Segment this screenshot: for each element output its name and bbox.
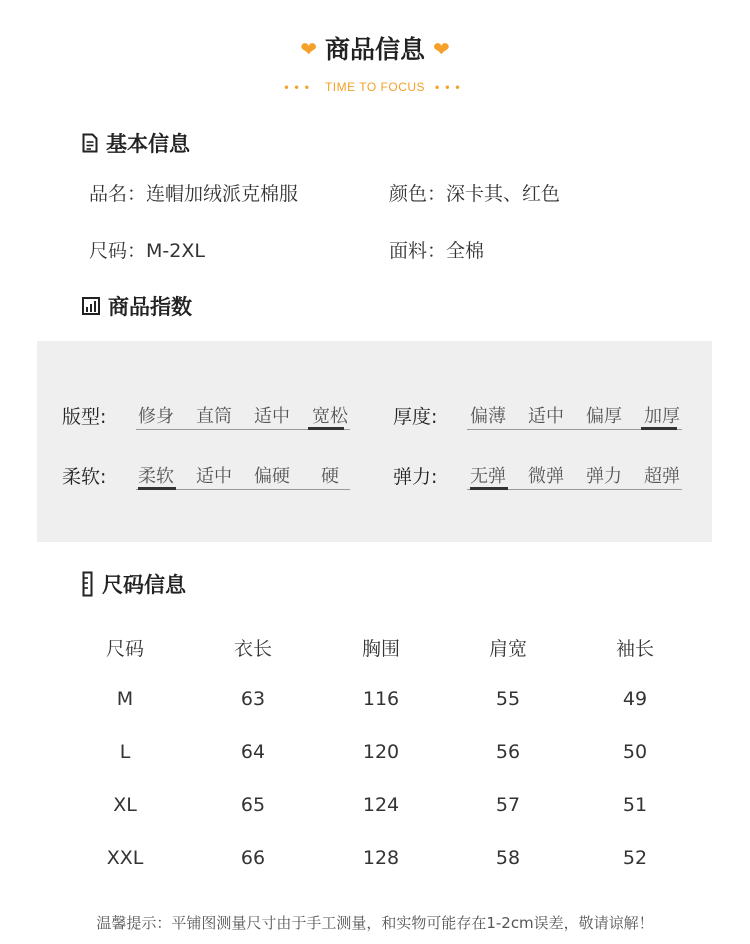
table-cell: 57 bbox=[495, 794, 521, 816]
document-icon bbox=[82, 133, 98, 153]
index-option: 适中 bbox=[528, 406, 564, 427]
section-index-title: 商品指数 bbox=[108, 295, 192, 319]
dots-decoration: ••• bbox=[435, 80, 466, 94]
bar-chart-icon bbox=[82, 297, 100, 315]
index-label-softness: 柔软: bbox=[62, 466, 107, 488]
footer-note: 温馨提示：平铺图测量尺寸由于手工测量，和实物可能存在1-2cm误差，敬请谅解！ bbox=[96, 914, 654, 932]
index-selected-marker bbox=[308, 427, 344, 430]
section-size-heading bbox=[82, 569, 186, 599]
table-cell: 65 bbox=[240, 794, 266, 816]
index-selected-marker bbox=[641, 427, 677, 430]
table-cell: XXL bbox=[106, 847, 144, 869]
table-header-cell: 胸围 bbox=[361, 638, 400, 660]
index-option-selected: 柔软 bbox=[138, 466, 174, 487]
table-cell: 124 bbox=[362, 794, 400, 816]
table-cell: 64 bbox=[240, 741, 266, 763]
table-cell: M bbox=[116, 688, 134, 710]
table-cell: 128 bbox=[362, 847, 400, 869]
index-option: 弹力 bbox=[586, 466, 622, 487]
section-basic-title: 基本信息 bbox=[106, 132, 190, 156]
index-label-thickness: 厚度: bbox=[393, 406, 438, 428]
index-option: 修身 bbox=[138, 406, 174, 427]
heart-icon: ❤ bbox=[433, 37, 450, 61]
table-cell: L bbox=[119, 741, 131, 763]
index-option: 偏厚 bbox=[586, 406, 622, 427]
index-option: 适中 bbox=[254, 406, 290, 427]
index-label-elasticity: 弹力: bbox=[393, 466, 438, 488]
field-size: 尺码：M-2XL bbox=[89, 240, 205, 262]
table-cell: 50 bbox=[622, 741, 648, 763]
table-cell: 66 bbox=[240, 847, 266, 869]
table-cell: 120 bbox=[362, 741, 400, 763]
table-header-cell: 肩宽 bbox=[488, 638, 527, 660]
section-size-title: 尺码信息 bbox=[102, 573, 186, 597]
table-cell: 56 bbox=[495, 741, 521, 763]
dots-decoration: ••• bbox=[284, 80, 315, 94]
index-selected-marker bbox=[138, 487, 176, 490]
index-option: 硬 bbox=[321, 466, 339, 487]
index-selected-marker bbox=[470, 487, 508, 490]
page-subtitle-text: TIME TO FOCUS bbox=[324, 80, 426, 94]
index-label-fit: 版型: bbox=[62, 406, 107, 428]
ruler-icon bbox=[82, 571, 94, 597]
section-basic-heading bbox=[82, 128, 190, 158]
index-option-selected: 无弹 bbox=[470, 466, 506, 487]
index-option: 微弹 bbox=[528, 466, 564, 487]
index-option-selected: 加厚 bbox=[644, 406, 680, 427]
index-option: 偏硬 bbox=[254, 466, 290, 487]
index-option-selected: 宽松 bbox=[312, 406, 348, 427]
field-color: 颜色：深卡其、红色 bbox=[389, 183, 561, 205]
index-panel bbox=[37, 341, 712, 542]
table-cell: 63 bbox=[240, 688, 266, 710]
index-option: 超弹 bbox=[644, 466, 680, 487]
table-cell: 55 bbox=[495, 688, 521, 710]
field-fabric: 面料：全棉 bbox=[389, 240, 485, 262]
table-header-cell: 尺码 bbox=[105, 638, 144, 660]
page-title-text: 商品信息 bbox=[324, 35, 425, 64]
heart-icon: ❤ bbox=[300, 37, 317, 61]
page-title bbox=[0, 30, 750, 66]
index-option: 偏薄 bbox=[470, 406, 506, 427]
table-cell: 51 bbox=[622, 794, 648, 816]
field-product-name: 品名：连帽加绒派克棉服 bbox=[89, 183, 299, 205]
table-header-cell: 衣长 bbox=[233, 638, 272, 660]
page-subtitle bbox=[0, 80, 750, 94]
index-option: 直筒 bbox=[196, 406, 232, 427]
table-cell: 58 bbox=[495, 847, 521, 869]
table-cell: 116 bbox=[362, 688, 400, 710]
table-cell: XL bbox=[113, 794, 137, 816]
table-header-cell: 袖长 bbox=[615, 638, 654, 660]
index-option: 适中 bbox=[196, 466, 232, 487]
table-cell: 52 bbox=[622, 847, 648, 869]
section-index-heading bbox=[82, 291, 192, 321]
table-cell: 49 bbox=[622, 688, 648, 710]
